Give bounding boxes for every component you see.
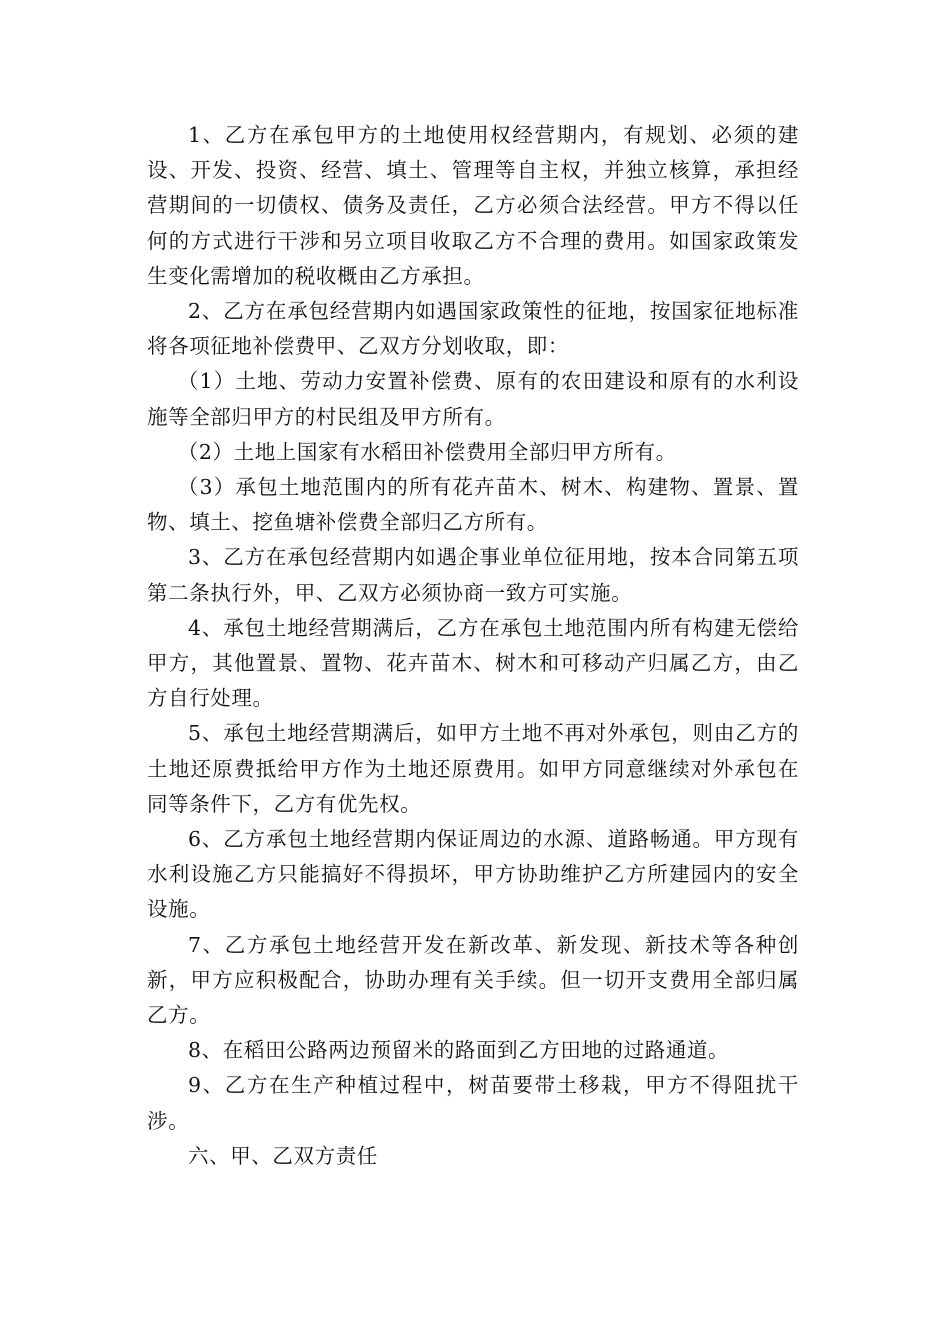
clause-6: 6、乙方承包土地经营期内保证周边的水源、道路畅通。甲方现有水利设施乙方只能搞好不得损坏，甲方协助维护乙方所建园内的安全设施。	[147, 827, 799, 922]
sub-clause-3: （3）承包土地范围内的所有花卉苗木、树木、构建物、置景、置物、填土、挖鱼塘补偿费全部归乙方所有。	[147, 475, 799, 535]
section-heading: 六、甲、乙双方责任	[188, 1143, 378, 1168]
sub-clause-2: （2）土地上国家有水稻田补偿费用全部归甲方所有。	[177, 439, 677, 464]
clause-3: 3、乙方在承包经营期内如遇企事业单位征用地，按本合同第五项第二条执行外，甲、乙双方必须协商一致方可实施。	[147, 545, 799, 605]
clause-4: 4、承包土地经营期满后，乙方在承包土地范围内所有构建无偿给甲方，其他置景、置物、花卉苗木、树木和可移动产归属乙方，由乙方自行处理。	[147, 615, 799, 711]
clause-9: 9、乙方在生产种植过程中，树苗要带土移栽，甲方不得阻扰干涉。	[147, 1073, 799, 1133]
sub-clause-1: （1）土地、劳动力安置补偿费、原有的农田建设和原有的水利设施等全部归甲方的村民组及甲方所有。	[147, 369, 799, 429]
clause-5: 5、承包土地经营期满后，如甲方土地不再对外承包，则由乙方的土地还原费抵给甲方作为土地还原费用。如甲方同意继续对外承包在同等条件下，乙方有优先权。	[147, 721, 799, 816]
clause-2: 2、乙方在承包经营期内如遇国家政策性的征地，按国家征地标准将各项征地补偿费甲、乙双方分划收取，即：	[147, 299, 799, 359]
clause-7: 7、乙方承包土地经营开发在新改革、新发现、新技术等各种创新，甲方应积极配合，协助办理有关手续。但一切开支费用全部归属乙方。	[147, 932, 799, 1028]
clause-8: 8、在稻田公路两边预留米的路面到乙方田地的过路通道。	[188, 1038, 730, 1063]
clause-1: 1、乙方在承包甲方的土地使用权经营期内，有规划、必须的建设、开发、投资、经营、填土、管理等自主权，并独立核算，承担经营期间的一切债权、债务及责任，乙方必须合法经营。甲方不得以任何的方式进行干涉和另立项目收取乙方不合理的费用。如国家政策发生变化需增加的税收概由乙方承担。	[147, 123, 799, 288]
document-body	[147, 118, 799, 1174]
